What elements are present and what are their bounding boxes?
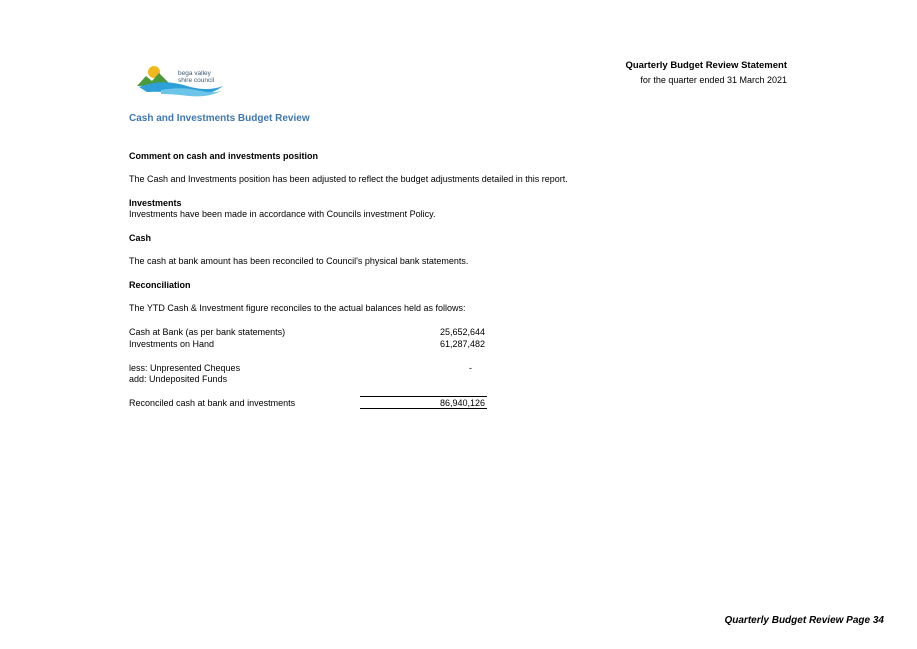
section-title: Cash and Investments Budget Review — [129, 113, 310, 124]
reconciliation-total-value: 86,940,126 — [439, 398, 485, 408]
reconciliation-row-value: 25,652,644 — [439, 327, 485, 337]
investments-text: Investments have been made in accordance with Councils investment Policy. — [129, 209, 436, 219]
investments-heading: Investments — [129, 198, 182, 208]
reconciliation-row-value: 61,287,482 — [439, 339, 485, 349]
page-footer: Quarterly Budget Review Page 34 — [724, 615, 884, 626]
comment-heading: Comment on cash and investments position — [129, 151, 319, 161]
reconciliation-row-label: less: Unpresented Cheques — [129, 363, 241, 373]
reconciliation-total-label: Reconciled cash at bank and investments — [129, 398, 296, 408]
total-top-rule — [360, 396, 487, 397]
statement-title: Quarterly Budget Review Statement — [625, 60, 787, 71]
reconciliation-intro: The YTD Cash & Investment figure reconciles to the actual balances held as follows: — [129, 303, 466, 313]
council-logo — [137, 64, 237, 98]
statement-subtitle: for the quarter ended 31 March 2021 — [640, 75, 787, 85]
cash-heading: Cash — [129, 233, 152, 243]
comment-text: The Cash and Investments position has been adjusted to reflect the budget adjustments detailed in this report. — [129, 174, 568, 184]
logo-text-line2: shire council — [178, 77, 215, 84]
reconciliation-heading: Reconciliation — [129, 280, 191, 290]
reconciliation-row-label: Cash at Bank (as per bank statements) — [129, 327, 286, 337]
cash-text: The cash at bank amount has been reconciled to Council's physical bank statements. — [129, 256, 469, 266]
reconciliation-row-label: Investments on Hand — [129, 339, 215, 349]
reconciliation-row-value: - — [469, 363, 472, 373]
reconciliation-row-label: add: Undeposited Funds — [129, 374, 228, 384]
logo-text-line1: bega valley — [178, 70, 211, 77]
total-bottom-rule — [360, 408, 487, 409]
